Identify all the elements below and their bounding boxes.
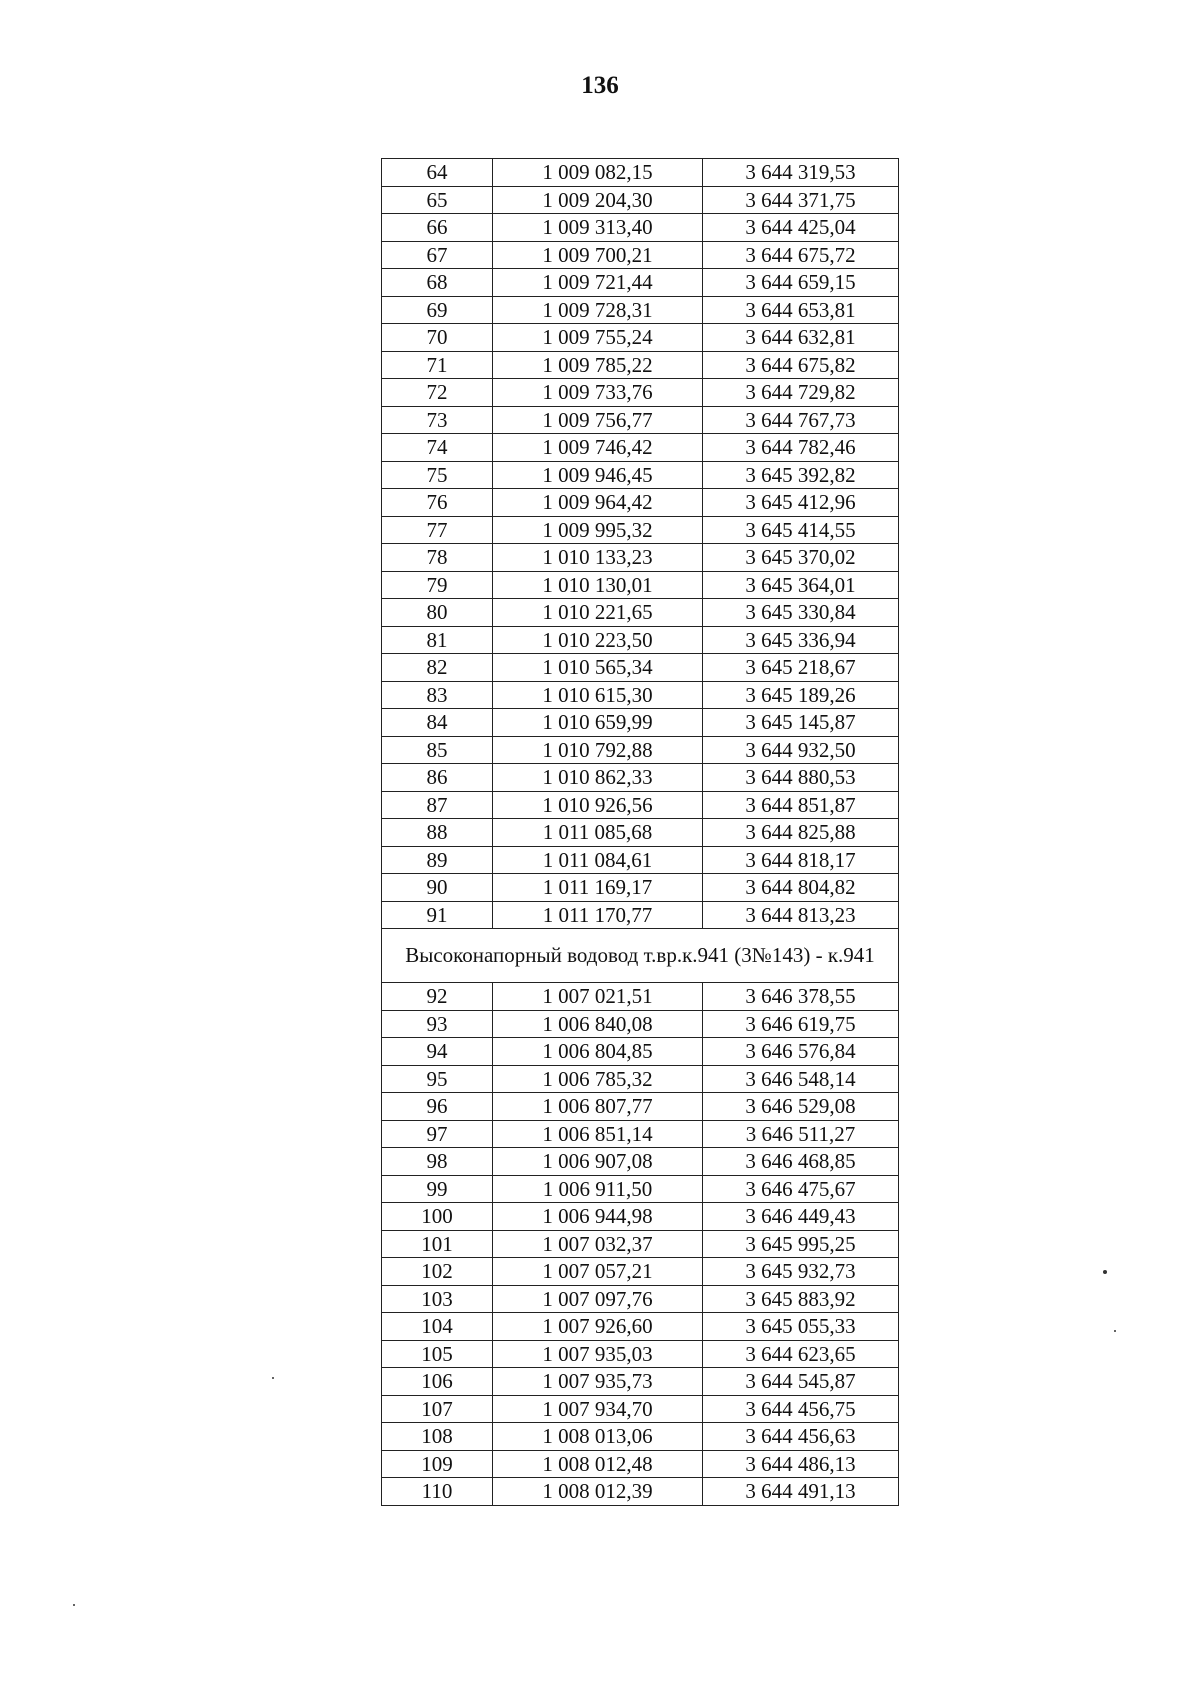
x-coordinate-cell: 1 010 565,34 (493, 654, 703, 682)
x-coordinate-cell: 1 011 085,68 (493, 819, 703, 847)
point-number-cell: 75 (382, 461, 493, 489)
x-coordinate-cell: 1 007 926,60 (493, 1313, 703, 1341)
y-coordinate-cell: 3 646 378,55 (703, 983, 899, 1011)
y-coordinate-cell: 3 644 675,82 (703, 351, 899, 379)
point-number-cell: 67 (382, 241, 493, 269)
table-row (382, 1478, 899, 1506)
point-number-cell: 64 (382, 159, 493, 187)
y-coordinate-cell: 3 646 548,14 (703, 1065, 899, 1093)
point-number-cell: 96 (382, 1093, 493, 1121)
table-row (382, 1230, 899, 1258)
x-coordinate-cell: 1 007 097,76 (493, 1285, 703, 1313)
y-coordinate-cell: 3 644 653,81 (703, 296, 899, 324)
x-coordinate-cell: 1 009 785,22 (493, 351, 703, 379)
point-number-cell: 99 (382, 1175, 493, 1203)
x-coordinate-cell: 1 009 995,32 (493, 516, 703, 544)
table-row (382, 764, 899, 792)
x-coordinate-cell: 1 007 935,73 (493, 1368, 703, 1396)
table-row (382, 1148, 899, 1176)
table-row (382, 983, 899, 1011)
x-coordinate-cell: 1 006 907,08 (493, 1148, 703, 1176)
x-coordinate-cell: 1 009 746,42 (493, 434, 703, 462)
scan-speck (1114, 1330, 1116, 1332)
y-coordinate-cell: 3 644 545,87 (703, 1368, 899, 1396)
table-row (382, 1340, 899, 1368)
coordinates-table-body-part2 (382, 983, 899, 1506)
y-coordinate-cell: 3 645 932,73 (703, 1258, 899, 1286)
y-coordinate-cell: 3 645 055,33 (703, 1313, 899, 1341)
table-row (382, 1285, 899, 1313)
y-coordinate-cell: 3 645 364,01 (703, 571, 899, 599)
x-coordinate-cell: 1 009 964,42 (493, 489, 703, 517)
y-coordinate-cell: 3 644 932,50 (703, 736, 899, 764)
point-number-cell: 103 (382, 1285, 493, 1313)
x-coordinate-cell: 1 009 204,30 (493, 186, 703, 214)
point-number-cell: 107 (382, 1395, 493, 1423)
y-coordinate-cell: 3 644 729,82 (703, 379, 899, 407)
section-title: Высоконапорный водовод т.вр.к.941 (3№143) - к.941 (382, 929, 899, 983)
x-coordinate-cell: 1 009 756,77 (493, 406, 703, 434)
x-coordinate-cell: 1 010 223,50 (493, 626, 703, 654)
table-row (382, 626, 899, 654)
y-coordinate-cell: 3 644 623,65 (703, 1340, 899, 1368)
y-coordinate-cell: 3 644 632,81 (703, 324, 899, 352)
y-coordinate-cell: 3 644 880,53 (703, 764, 899, 792)
table-row (382, 1120, 899, 1148)
scan-speck (73, 1604, 75, 1606)
table-row (382, 461, 899, 489)
x-coordinate-cell: 1 006 785,32 (493, 1065, 703, 1093)
x-coordinate-cell: 1 011 169,17 (493, 874, 703, 902)
x-coordinate-cell: 1 011 170,77 (493, 901, 703, 929)
table-row (382, 901, 899, 929)
point-number-cell: 86 (382, 764, 493, 792)
x-coordinate-cell: 1 010 133,23 (493, 544, 703, 572)
table-row (382, 489, 899, 517)
y-coordinate-cell: 3 644 813,23 (703, 901, 899, 929)
x-coordinate-cell: 1 009 755,24 (493, 324, 703, 352)
point-number-cell: 68 (382, 269, 493, 297)
y-coordinate-cell: 3 644 767,73 (703, 406, 899, 434)
y-coordinate-cell: 3 645 414,55 (703, 516, 899, 544)
coordinates-table (381, 158, 899, 1506)
y-coordinate-cell: 3 644 659,15 (703, 269, 899, 297)
x-coordinate-cell: 1 010 659,99 (493, 709, 703, 737)
table-row (382, 846, 899, 874)
y-coordinate-cell: 3 646 576,84 (703, 1038, 899, 1066)
y-coordinate-cell: 3 644 851,87 (703, 791, 899, 819)
point-number-cell: 70 (382, 324, 493, 352)
y-coordinate-cell: 3 646 468,85 (703, 1148, 899, 1176)
y-coordinate-cell: 3 644 818,17 (703, 846, 899, 874)
point-number-cell: 105 (382, 1340, 493, 1368)
point-number-cell: 95 (382, 1065, 493, 1093)
table-row (382, 214, 899, 242)
table-row (382, 544, 899, 572)
point-number-cell: 85 (382, 736, 493, 764)
point-number-cell: 94 (382, 1038, 493, 1066)
point-number-cell: 74 (382, 434, 493, 462)
x-coordinate-cell: 1 006 944,98 (493, 1203, 703, 1231)
y-coordinate-cell: 3 646 475,67 (703, 1175, 899, 1203)
point-number-cell: 101 (382, 1230, 493, 1258)
table-row (382, 1368, 899, 1396)
point-number-cell: 73 (382, 406, 493, 434)
y-coordinate-cell: 3 646 449,43 (703, 1203, 899, 1231)
point-number-cell: 88 (382, 819, 493, 847)
point-number-cell: 77 (382, 516, 493, 544)
table-row (382, 186, 899, 214)
y-coordinate-cell: 3 645 330,84 (703, 599, 899, 627)
point-number-cell: 89 (382, 846, 493, 874)
x-coordinate-cell: 1 010 615,30 (493, 681, 703, 709)
y-coordinate-cell: 3 644 456,75 (703, 1395, 899, 1423)
x-coordinate-cell: 1 010 792,88 (493, 736, 703, 764)
y-coordinate-cell: 3 645 189,26 (703, 681, 899, 709)
x-coordinate-cell: 1 006 807,77 (493, 1093, 703, 1121)
table-row (382, 241, 899, 269)
table-row (382, 406, 899, 434)
table-row (382, 1065, 899, 1093)
x-coordinate-cell: 1 008 012,39 (493, 1478, 703, 1506)
y-coordinate-cell: 3 645 370,02 (703, 544, 899, 572)
y-coordinate-cell: 3 644 782,46 (703, 434, 899, 462)
table-row (382, 571, 899, 599)
table-row (382, 791, 899, 819)
table-row (382, 1038, 899, 1066)
x-coordinate-cell: 1 006 804,85 (493, 1038, 703, 1066)
y-coordinate-cell: 3 644 371,75 (703, 186, 899, 214)
table-row (382, 1423, 899, 1451)
y-coordinate-cell: 3 644 319,53 (703, 159, 899, 187)
table-row (382, 324, 899, 352)
y-coordinate-cell: 3 645 412,96 (703, 489, 899, 517)
table-row (382, 681, 899, 709)
table-row (382, 736, 899, 764)
x-coordinate-cell: 1 009 082,15 (493, 159, 703, 187)
y-coordinate-cell: 3 644 491,13 (703, 1478, 899, 1506)
x-coordinate-cell: 1 008 012,48 (493, 1450, 703, 1478)
point-number-cell: 80 (382, 599, 493, 627)
y-coordinate-cell: 3 644 675,72 (703, 241, 899, 269)
y-coordinate-cell: 3 644 825,88 (703, 819, 899, 847)
table-row (382, 709, 899, 737)
table-row (382, 819, 899, 847)
y-coordinate-cell: 3 645 883,92 (703, 1285, 899, 1313)
table-row (382, 159, 899, 187)
point-number-cell: 92 (382, 983, 493, 1011)
x-coordinate-cell: 1 009 733,76 (493, 379, 703, 407)
x-coordinate-cell: 1 009 728,31 (493, 296, 703, 324)
table-row (382, 1313, 899, 1341)
point-number-cell: 78 (382, 544, 493, 572)
y-coordinate-cell: 3 645 145,87 (703, 709, 899, 737)
point-number-cell: 100 (382, 1203, 493, 1231)
point-number-cell: 91 (382, 901, 493, 929)
x-coordinate-cell: 1 010 130,01 (493, 571, 703, 599)
y-coordinate-cell: 3 646 619,75 (703, 1010, 899, 1038)
point-number-cell: 109 (382, 1450, 493, 1478)
y-coordinate-cell: 3 645 336,94 (703, 626, 899, 654)
point-number-cell: 82 (382, 654, 493, 682)
table-row (382, 874, 899, 902)
point-number-cell: 93 (382, 1010, 493, 1038)
table-row (382, 1093, 899, 1121)
x-coordinate-cell: 1 009 721,44 (493, 269, 703, 297)
point-number-cell: 90 (382, 874, 493, 902)
table-row (382, 1010, 899, 1038)
table-row (382, 434, 899, 462)
point-number-cell: 83 (382, 681, 493, 709)
table-row (382, 269, 899, 297)
scan-speck (1103, 1270, 1107, 1274)
x-coordinate-cell: 1 009 946,45 (493, 461, 703, 489)
y-coordinate-cell: 3 645 218,67 (703, 654, 899, 682)
point-number-cell: 71 (382, 351, 493, 379)
coordinates-table-body-part1 (382, 159, 899, 929)
x-coordinate-cell: 1 007 935,03 (493, 1340, 703, 1368)
scan-speck (272, 1377, 274, 1379)
x-coordinate-cell: 1 009 700,21 (493, 241, 703, 269)
table-row (382, 654, 899, 682)
table-row (382, 1450, 899, 1478)
page-number: 136 (581, 72, 619, 99)
y-coordinate-cell: 3 644 425,04 (703, 214, 899, 242)
x-coordinate-cell: 1 010 926,56 (493, 791, 703, 819)
x-coordinate-cell: 1 006 851,14 (493, 1120, 703, 1148)
table-row (382, 516, 899, 544)
point-number-cell: 87 (382, 791, 493, 819)
x-coordinate-cell: 1 011 084,61 (493, 846, 703, 874)
x-coordinate-cell: 1 007 934,70 (493, 1395, 703, 1423)
table-row (382, 379, 899, 407)
y-coordinate-cell: 3 644 804,82 (703, 874, 899, 902)
point-number-cell: 84 (382, 709, 493, 737)
point-number-cell: 69 (382, 296, 493, 324)
y-coordinate-cell: 3 645 392,82 (703, 461, 899, 489)
x-coordinate-cell: 1 010 221,65 (493, 599, 703, 627)
point-number-cell: 110 (382, 1478, 493, 1506)
y-coordinate-cell: 3 644 456,63 (703, 1423, 899, 1451)
table-row (382, 1395, 899, 1423)
point-number-cell: 106 (382, 1368, 493, 1396)
section-title-row (382, 929, 899, 983)
point-number-cell: 108 (382, 1423, 493, 1451)
table-row (382, 1175, 899, 1203)
table-row (382, 351, 899, 379)
x-coordinate-cell: 1 009 313,40 (493, 214, 703, 242)
point-number-cell: 72 (382, 379, 493, 407)
point-number-cell: 81 (382, 626, 493, 654)
x-coordinate-cell: 1 007 032,37 (493, 1230, 703, 1258)
x-coordinate-cell: 1 006 911,50 (493, 1175, 703, 1203)
table-row (382, 296, 899, 324)
point-number-cell: 65 (382, 186, 493, 214)
y-coordinate-cell: 3 645 995,25 (703, 1230, 899, 1258)
x-coordinate-cell: 1 007 057,21 (493, 1258, 703, 1286)
point-number-cell: 79 (382, 571, 493, 599)
point-number-cell: 66 (382, 214, 493, 242)
table-row (382, 599, 899, 627)
point-number-cell: 102 (382, 1258, 493, 1286)
x-coordinate-cell: 1 006 840,08 (493, 1010, 703, 1038)
point-number-cell: 98 (382, 1148, 493, 1176)
point-number-cell: 76 (382, 489, 493, 517)
x-coordinate-cell: 1 010 862,33 (493, 764, 703, 792)
table-row (382, 1203, 899, 1231)
y-coordinate-cell: 3 644 486,13 (703, 1450, 899, 1478)
x-coordinate-cell: 1 008 013,06 (493, 1423, 703, 1451)
point-number-cell: 97 (382, 1120, 493, 1148)
section-header (382, 929, 899, 983)
x-coordinate-cell: 1 007 021,51 (493, 983, 703, 1011)
table-row (382, 1258, 899, 1286)
y-coordinate-cell: 3 646 529,08 (703, 1093, 899, 1121)
point-number-cell: 104 (382, 1313, 493, 1341)
y-coordinate-cell: 3 646 511,27 (703, 1120, 899, 1148)
